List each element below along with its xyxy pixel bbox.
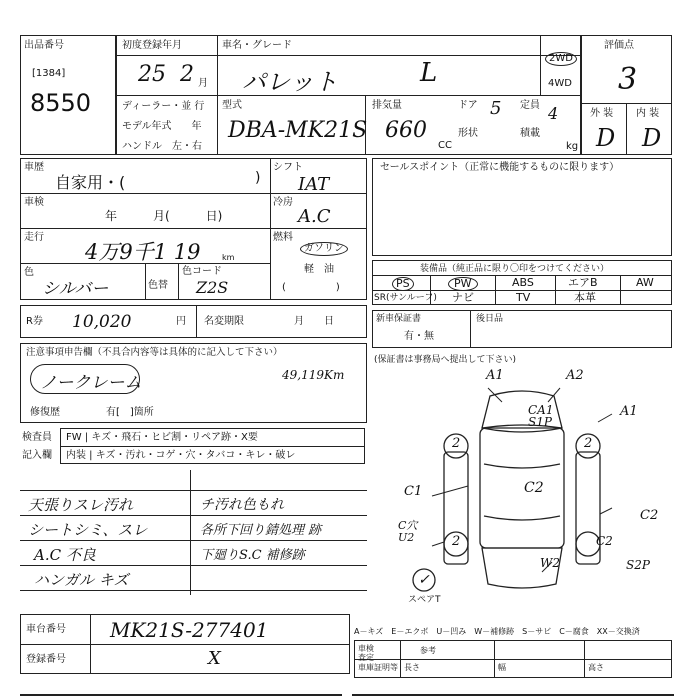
fuel-other: 軽 油 <box>304 264 334 275</box>
color-value: シルバー <box>42 279 109 299</box>
mark-c1-left: C1 <box>404 484 423 499</box>
notes-value: ノークレーム <box>40 373 142 393</box>
first-reg-month: 2 <box>180 62 194 87</box>
score-label: 評価点 <box>604 40 634 51</box>
chassis-value: MK21S-277401 <box>110 618 269 642</box>
equip-pw: PW <box>448 277 478 291</box>
history-close: ) <box>255 170 261 186</box>
mark-circle-2-fr: 2 <box>584 436 593 451</box>
interior-row: 内装 | キズ・汚れ・コゲ・穴・タバコ・キレ・破レ <box>66 450 296 461</box>
equip-airbag: エアB <box>568 276 598 289</box>
mark-a1-right: A1 <box>620 404 638 419</box>
equip-tv: TV <box>516 291 531 304</box>
interior-label: 内 装 <box>636 108 660 119</box>
memo-3: A.C 不良 <box>34 546 96 564</box>
mark-circle-2-fl: 2 <box>452 436 461 451</box>
deadline-label: 名変期限 <box>204 316 244 327</box>
displacement-label: 排気量 <box>372 100 402 111</box>
lot-label: 出品番号 <box>24 40 64 51</box>
repaint-label: 色替 <box>148 280 168 291</box>
mileage-label: 走行 <box>24 232 44 243</box>
capacity: 4 <box>548 104 559 123</box>
model-type-label: 型式 <box>222 100 242 111</box>
grade: L <box>420 58 438 88</box>
car-name-label: 車名・グレード <box>222 40 292 51</box>
mark-c2-center: C2 <box>524 480 544 496</box>
handle-label: ハンドル 左・右 <box>122 141 202 152</box>
mark-c2-lower: C2 <box>596 534 613 548</box>
memo-4: ハンガル キズ <box>34 571 129 589</box>
dealer-label: ディーラー・並 行 <box>122 101 205 112</box>
repair-value: 有[ ]箇所 <box>106 407 154 418</box>
interior-grade: D <box>642 124 662 152</box>
notes-mileage: 49,119Km <box>282 368 345 382</box>
yen-unit: 円 <box>176 316 186 327</box>
aircon-label: 冷房 <box>273 197 293 208</box>
model-year-label: モデル年式 年 <box>122 121 202 132</box>
displacement: 660 <box>385 118 427 143</box>
inspection-value: 年 月( 日) <box>105 209 223 223</box>
mark-spare-check: ✓ <box>418 572 430 588</box>
warranty-value: 有・無 <box>404 331 434 342</box>
fuel-paren: ( ) <box>282 282 340 293</box>
date-label: 後日品 <box>476 314 504 324</box>
kg-unit: kg <box>566 141 579 152</box>
aircon-value: A.C <box>298 206 331 227</box>
mark-c2-right: C2 <box>640 508 659 523</box>
doors: 5 <box>490 98 502 119</box>
exterior-grade: D <box>596 124 616 152</box>
bottom-inspection: 車検 <box>358 644 374 653</box>
mileage-value: 4万9千1 19 <box>85 240 201 264</box>
bottom-garage: 車庫証明等 <box>358 663 398 672</box>
equip-aw: AW <box>636 276 654 289</box>
mark-s2p-rear: S2P <box>626 558 650 572</box>
mark-a1-top: A1 <box>486 368 504 383</box>
equip-ps: PS <box>392 277 414 291</box>
model-type: DBA-MK21S <box>228 118 368 143</box>
color-label: 色 <box>24 267 34 278</box>
deadline-value: 月 日 <box>294 316 334 327</box>
notes-label: 注意事項申告欄（不具合内容等は具体的に記入して下さい） <box>26 347 283 358</box>
doors-label: ドア <box>458 100 478 111</box>
memo-2: シートシミ、スレ <box>28 521 148 539</box>
mark-w2-rear: W2 <box>540 556 560 570</box>
chassis-label: 車台番号 <box>26 624 66 635</box>
equip-label: 装備品（純正品に限り〇印をつけてください） <box>420 264 610 274</box>
memo-1: 天張りスレ汚れ <box>28 496 134 514</box>
load-label: 積載 <box>520 128 540 139</box>
shift-label: シフト <box>273 162 303 173</box>
bottom-reference: 参考 <box>420 646 436 655</box>
fuel-label: 燃料 <box>273 232 293 243</box>
ticket-value: 10,020 <box>72 312 132 332</box>
drive-4wd: 4WD <box>548 78 572 89</box>
lot-code: [1384] <box>32 68 66 79</box>
spare-label: スペアT <box>408 595 441 605</box>
reg-value: X <box>208 648 221 669</box>
fw-row: FW | キズ・飛石・ヒビ割・リペア跡・X要 <box>66 432 258 443</box>
memo-7: 下廻りS.C 補修跡 <box>200 548 305 563</box>
capacity-label: 定員 <box>520 100 540 111</box>
warranty-label: 新車保証書 <box>376 314 422 324</box>
history-label: 車歴 <box>24 162 44 173</box>
fuel-value: ガソリン <box>300 242 348 256</box>
score: 3 <box>618 62 638 97</box>
equip-navi: ナビ <box>452 291 474 304</box>
bottom-height: 高さ <box>588 663 604 672</box>
first-reg-year: 25 <box>138 62 166 87</box>
month-unit: 月 <box>198 78 208 89</box>
color-code: Z2S <box>196 278 229 297</box>
shift-value: IAT <box>298 174 330 195</box>
repair-label: 修復歴 <box>30 407 60 418</box>
car-name: パレット <box>242 68 338 96</box>
equip-abs: ABS <box>512 276 534 289</box>
legend: A－キズ E－エクボ U－凹み W－補修跡 S－サビ C－腐食 XX－交換済 <box>354 627 640 636</box>
entry-label: 記入欄 <box>22 450 52 461</box>
cc-unit: CC <box>438 140 452 151</box>
history-value: 自家用・( <box>55 173 126 192</box>
drive-2wd: 2WD <box>545 52 577 66</box>
bottom-length: 長さ <box>404 663 420 672</box>
lot-number: 8550 <box>30 89 92 117</box>
ticket-label: R券 <box>26 316 43 327</box>
first-reg-label: 初度登録年月 <box>122 40 182 51</box>
memo-6: 各所下回り錆処理 跡 <box>200 523 322 538</box>
bottom-assessment: 査定 <box>358 653 374 662</box>
color-code-label: 色コード <box>182 266 222 277</box>
equip-sr: SR(サンルーフ) <box>374 293 437 303</box>
memo-5: チ汚れ色もれ <box>200 497 284 513</box>
bottom-width: 幅 <box>498 663 506 672</box>
inspection-label: 車検 <box>24 197 44 208</box>
inspector-label: 検査員 <box>22 432 52 443</box>
equip-leather: 本革 <box>574 291 596 304</box>
km-unit: km <box>222 253 235 262</box>
mark-u2-left: C穴 U2 <box>398 519 418 544</box>
warranty-note: (保証書は事務局へ提出して下さい) <box>374 355 517 365</box>
mark-windshield: CA1 S1P <box>528 403 554 429</box>
mark-circle-2-rl: 2 <box>452 534 461 549</box>
reg-label: 登録番号 <box>26 654 66 665</box>
exterior-label: 外 装 <box>590 108 614 119</box>
sales-label: セールスポイント（正常に機能するものに限ります） <box>380 162 620 173</box>
mark-a2-top: A2 <box>566 368 584 383</box>
shape-label: 形状 <box>458 128 478 139</box>
